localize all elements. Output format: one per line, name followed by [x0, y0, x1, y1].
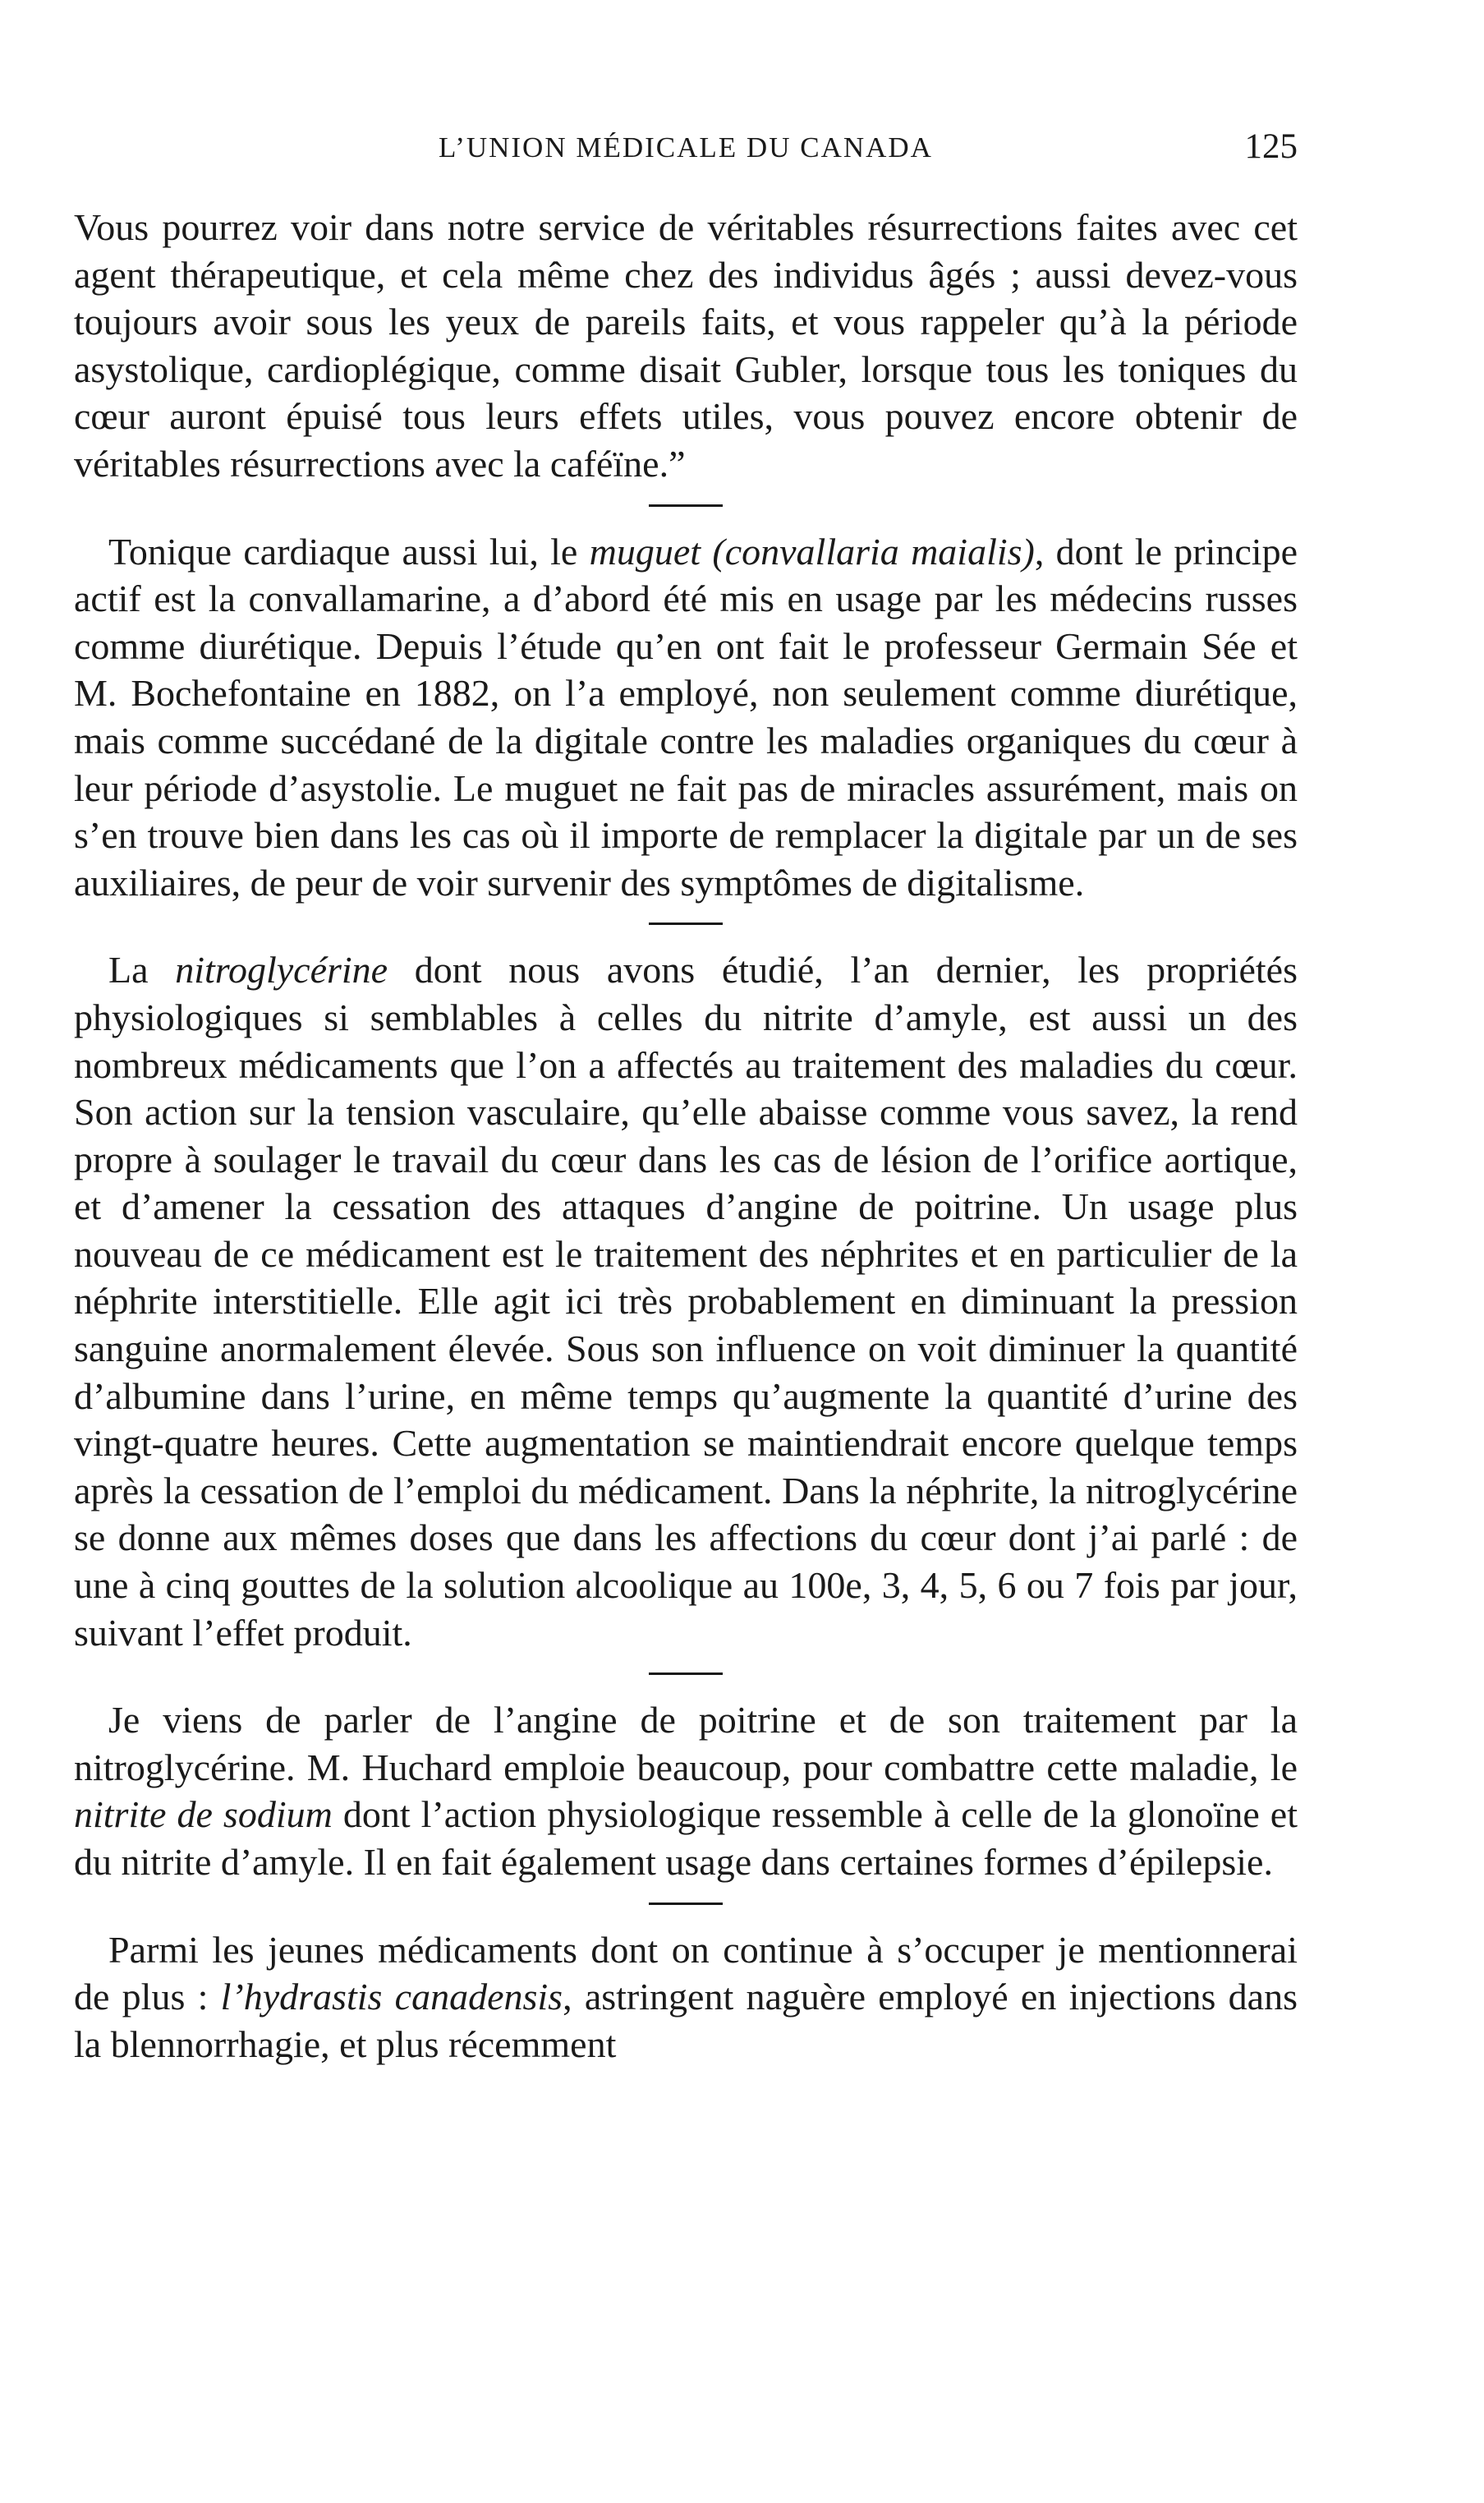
section-divider: [649, 1673, 723, 1675]
paragraph-3-text-after: dont nous avons étudié, l’an dernier, les propriétés physiologiques si semblables à celles du nitrite d’amyle, est aussi un des nombreux médicaments que l’on a affectés au traitement des maladies du cœur. Son action sur la tension vasculaire, qu’elle abaisse comme vous savez, la rend propre à soulager le travail du cœur dans les cas de lésion de l’orifice aortique, et d’amener la cessation des attaques d’angine de poitrine. Un usage plus nouveau de ce médicament est le traitement des néphrites et en particulier de la néphrite interstitielle. Elle agit ici très probablement en diminuant la pression sanguine anormalement élevée. Sous son influence on voit diminuer la quantité d’albumine dans l’urine, en même temps qu’augmente la quantité d’urine des vingt-quatre heures. Cette augmentation se maintiendrait encore quelque temps après la cessation de l’emploi du médicament. Dans la néphrite, la nitroglycérine se donne aux mêmes doses que dans les affections du cœur dont j’ai parlé : de une à cinq gouttes de la solution alcoolique au 100e, 3, 4, 5, 6 ou 7 fois par jour, suivant l’effet produit.: [74, 949, 1298, 1654]
running-title: L’UNION MÉDICALE DU CANADA: [439, 131, 933, 163]
section-divider: [649, 504, 723, 507]
page: [74, 123, 1298, 2068]
paragraph-2-text: Tonique cardiaque aussi lui, le: [108, 530, 590, 573]
paragraph-4-italic: nitrite de sodium: [74, 1793, 333, 1836]
paragraph-5-text: Parmi les jeunes médicaments dont on continue à s’occuper je mentionnerai de plus :: [74, 1928, 1298, 2018]
paragraph-5-italic: l’hydrastis canadensis: [220, 1976, 563, 2018]
paragraph-1: [74, 204, 1298, 488]
paragraph-4-text: Je viens de parler de l’angine de poitrine et de son traitement par la nitroglycérine. M. Huchard emploie beaucoup, pour combattre cette maladie, le: [74, 1699, 1298, 1788]
paragraph-4: [74, 1696, 1298, 1885]
paragraph-5: [74, 1926, 1298, 2068]
section-divider: [649, 923, 723, 925]
paragraph-2-italic: muguet (convallaria maialis): [589, 530, 1035, 573]
paragraph-3-italic: nitroglycérine: [175, 949, 388, 992]
paragraph-2: [74, 528, 1298, 907]
paragraph-5-text-after: , astringent naguère employé en injections dans la blennorrhagie, et plus récemment: [74, 1976, 1298, 2065]
paragraph-4-text-after: dont l’action physiologique ressemble à celle de la glonoïne et du nitrite d’amyle. Il en fait également usage dans certaines formes d’épilepsie.: [74, 1793, 1298, 1883]
paragraph-1-text: Vous pourrez voir dans notre service de véritables résurrections faites avec cet agent thérapeutique, et cela même chez des individus âgés ; aussi devez-vous toujours avoir sous les yeux de pareils faits, et vous rappeler qu’à la période asystolique, cardioplégique, comme disait Gubler, lorsque tous les toniques du cœur auront épuisé tous leurs effets utiles, vous pouvez encore obtenir de véritables résurrections avec la caféïne.”: [74, 206, 1298, 485]
paragraph-2-text-after: , dont le principe actif est la convallamarine, a d’abord été mis en usage par les médecins russes comme diurétique. Depuis l’étude qu’en ont fait le professeur Germain Sée et M. Bochefontaine en 1882, on l’a employé, non seulement comme diurétique, mais comme succédané de la digitale contre les maladies organiques du cœur à leur période d’asystolie. Le muguet ne fait pas de miracles assurément, mais on s’en trouve bien dans les cas où il importe de remplacer la digitale par un de ses auxiliaires, de peur de voir survenir des symptômes de digitalisme.: [74, 530, 1298, 904]
section-divider: [649, 1903, 723, 1905]
paragraph-3: [74, 946, 1298, 1656]
paragraph-3-text: La: [108, 949, 176, 992]
page-number: 125: [1244, 127, 1298, 166]
running-head: [74, 123, 1298, 173]
